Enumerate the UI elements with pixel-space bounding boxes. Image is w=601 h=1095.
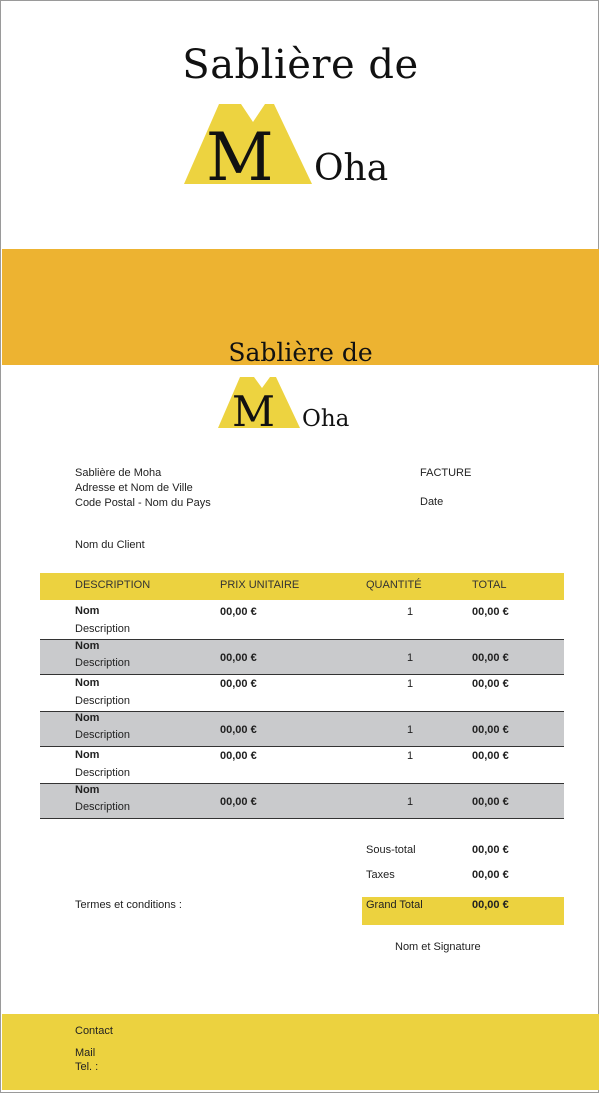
item-description: Description (75, 695, 131, 707)
item-total: 00,00 € (472, 606, 509, 618)
grand-total-label: Grand Total (366, 899, 423, 911)
item-unit-price: 00,00 € (220, 724, 257, 736)
item-unit-price: 00,00 € (220, 796, 257, 808)
invoice-logo-title: Sablière de (228, 338, 373, 367)
footer (2, 1014, 599, 1090)
item-quantity: 1 (407, 606, 414, 618)
invoice-logo-initial: M (232, 387, 276, 431)
item-description: Description (75, 801, 131, 813)
signature-label: Nom et Signature (395, 941, 481, 953)
item-unit-price: 00,00 € (220, 678, 257, 690)
invoice-logo-rest: Oha (302, 406, 350, 431)
mail-label: Mail (75, 1047, 96, 1059)
taxes-value: 00,00 € (472, 869, 509, 881)
invoice-label: FACTURE (420, 467, 472, 479)
item-name: Nom (75, 712, 100, 724)
column-header-total: TOTAL (472, 579, 507, 591)
invoice-table-body (40, 603, 564, 819)
logo-mark (184, 102, 404, 192)
item-total: 00,00 € (472, 724, 509, 736)
item-quantity: 1 (407, 678, 414, 690)
item-description: Description (75, 767, 131, 779)
header-logo (0, 0, 601, 245)
item-quantity: 1 (407, 750, 414, 762)
table-row (40, 711, 564, 747)
date-label: Date (420, 496, 444, 508)
column-header-unit-price: PRIX UNITAIRE (220, 579, 300, 591)
table-row (40, 747, 564, 783)
company-line: Code Postal - Nom du Pays (75, 497, 211, 509)
item-unit-price: 00,00 € (220, 652, 257, 664)
item-name: Nom (75, 677, 100, 689)
contact-label: Contact (75, 1025, 113, 1037)
subtotal-value: 00,00 € (472, 844, 509, 856)
item-name: Nom (75, 640, 100, 652)
company-line: Sablière de Moha (75, 467, 162, 479)
logo-rest: Oha (314, 148, 389, 189)
company-address (75, 466, 211, 511)
table-header (40, 573, 564, 600)
item-total: 00,00 € (472, 750, 509, 762)
item-name: Nom (75, 784, 100, 796)
item-total: 00,00 € (472, 796, 509, 808)
item-description: Description (75, 623, 131, 635)
item-total: 00,00 € (472, 678, 509, 690)
tel-label: Tel. : (75, 1061, 99, 1073)
terms-label: Termes et conditions : (75, 899, 182, 911)
item-description: Description (75, 657, 131, 669)
logo-initial: M (206, 119, 274, 192)
column-header-description: DESCRIPTION (75, 579, 151, 591)
table-row (40, 639, 564, 675)
taxes-label: Taxes (366, 869, 395, 881)
table-row (40, 675, 564, 711)
item-total: 00,00 € (472, 652, 509, 664)
item-name: Nom (75, 605, 100, 617)
item-unit-price: 00,00 € (220, 606, 257, 618)
column-header-quantity: QUANTITÉ (366, 579, 422, 591)
item-unit-price: 00,00 € (220, 750, 257, 762)
table-row (40, 783, 564, 819)
item-description: Description (75, 729, 131, 741)
logo-title: Sablière de (182, 42, 419, 88)
item-name: Nom (75, 749, 100, 761)
item-quantity: 1 (407, 724, 414, 736)
table-row (40, 603, 564, 639)
grand-total-value: 00,00 € (472, 899, 509, 911)
company-line: Adresse et Nom de Ville (75, 482, 193, 494)
item-quantity: 1 (407, 796, 414, 808)
item-quantity: 1 (407, 652, 414, 664)
subtotal-label: Sous-total (366, 844, 416, 856)
invoice-logo-mark (218, 376, 363, 431)
client-name-label: Nom du Client (75, 539, 145, 551)
